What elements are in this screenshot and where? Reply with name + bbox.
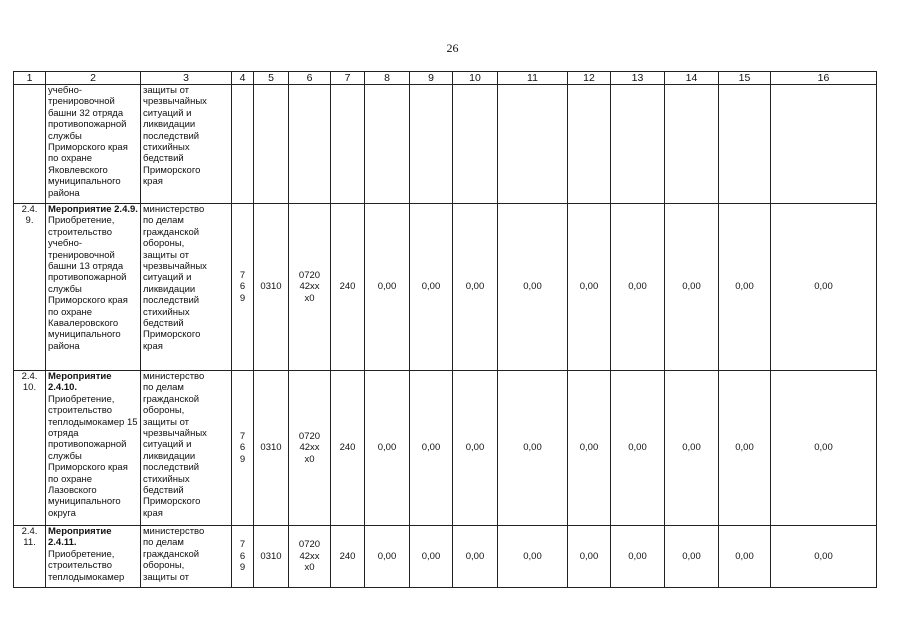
amount-cell: 0,00	[568, 204, 611, 371]
amount-cell: 0,00	[365, 204, 410, 371]
row-number: 2.4. 9.	[14, 204, 46, 371]
column-header: 15	[719, 72, 771, 85]
table-row	[14, 85, 877, 204]
amount-cell: 0,00	[611, 204, 665, 371]
amount-cell	[611, 85, 665, 204]
amount-cell: 0,00	[453, 371, 498, 526]
column-header: 6	[289, 72, 331, 85]
column-header: 3	[141, 72, 232, 85]
amount-cell: 0,00	[719, 526, 771, 588]
code-grbs: 7 6 9	[232, 526, 254, 588]
amount-cell: 0,00	[568, 526, 611, 588]
code-vr: 240	[331, 371, 365, 526]
column-header: 16	[771, 72, 877, 85]
agency-cell: министерство по делам гражданской обороны, защиты от чрезвычайных ситуаций и ликвидации последствий стихийных бедствий Приморского края	[141, 371, 232, 526]
amount-cell: 0,00	[498, 204, 568, 371]
code-rzpr: 0310	[254, 526, 289, 588]
amount-cell: 0,00	[665, 204, 719, 371]
code-csr	[289, 85, 331, 204]
amount-cell	[568, 85, 611, 204]
amount-cell: 0,00	[771, 204, 877, 371]
amount-cell: 0,00	[771, 371, 877, 526]
amount-cell	[771, 85, 877, 204]
amount-cell: 0,00	[365, 371, 410, 526]
amount-cell: 0,00	[719, 371, 771, 526]
code-rzpr: 0310	[254, 371, 289, 526]
column-header: 12	[568, 72, 611, 85]
code-rzpr	[254, 85, 289, 204]
amount-cell: 0,00	[410, 204, 453, 371]
event-cell	[46, 85, 141, 204]
column-header: 9	[410, 72, 453, 85]
code-csr: 0720 42хх х0	[289, 204, 331, 371]
column-header: 2	[46, 72, 141, 85]
amount-cell: 0,00	[611, 526, 665, 588]
budget-table	[13, 71, 877, 588]
event-description: Приобретение, строительство теплодымокамер 15 отряда противопожарной службы Приморского края по охране Лазовского муниципального округа	[48, 393, 138, 519]
column-header: 4	[232, 72, 254, 85]
column-header: 10	[453, 72, 498, 85]
column-header: 7	[331, 72, 365, 85]
code-csr: 0720 42хх х0	[289, 371, 331, 526]
event-title: Мероприятие 2.4.9.	[48, 204, 138, 215]
column-header: 11	[498, 72, 568, 85]
row-number: 2.4. 11.	[14, 526, 46, 588]
amount-cell	[453, 85, 498, 204]
amount-cell: 0,00	[453, 526, 498, 588]
amount-cell: 0,00	[410, 526, 453, 588]
event-cell	[46, 204, 141, 371]
event-cell	[46, 371, 141, 526]
amount-cell: 0,00	[365, 526, 410, 588]
amount-cell: 0,00	[665, 526, 719, 588]
code-grbs	[232, 85, 254, 204]
amount-cell	[410, 85, 453, 204]
event-cell	[46, 526, 141, 588]
page-number: 26	[446, 41, 459, 55]
column-header: 13	[611, 72, 665, 85]
event-title: Мероприятие 2.4.11.	[48, 526, 112, 549]
row-number	[14, 85, 46, 204]
amount-cell	[719, 85, 771, 204]
code-grbs: 7 6 9	[232, 371, 254, 526]
amount-cell: 0,00	[410, 371, 453, 526]
amount-cell: 0,00	[719, 204, 771, 371]
event-description: Приобретение, строительство учебно- тренировочной башни 13 отряда противопожарной службы Приморского края по охране Кавалеровского муниципального района	[48, 215, 128, 352]
amount-cell	[665, 85, 719, 204]
amount-cell	[365, 85, 410, 204]
code-grbs: 7 6 9	[232, 204, 254, 371]
code-vr: 240	[331, 526, 365, 588]
amount-cell: 0,00	[498, 371, 568, 526]
amount-cell: 0,00	[453, 204, 498, 371]
event-description: Приобретение, строительство теплодымокамер	[48, 548, 125, 583]
column-header: 1	[14, 72, 46, 85]
column-header: 8	[365, 72, 410, 85]
table-row	[14, 371, 877, 526]
amount-cell: 0,00	[771, 526, 877, 588]
event-title: Мероприятие 2.4.10.	[48, 371, 112, 394]
table-row	[14, 526, 877, 588]
amount-cell	[498, 85, 568, 204]
amount-cell: 0,00	[611, 371, 665, 526]
code-csr: 0720 42хх х0	[289, 526, 331, 588]
amount-cell: 0,00	[498, 526, 568, 588]
amount-cell: 0,00	[665, 371, 719, 526]
code-vr: 240	[331, 204, 365, 371]
agency-cell: министерство по делам гражданской обороны, защиты от чрезвычайных ситуаций и ликвидации последствий стихийных бедствий Приморского края	[141, 204, 232, 371]
column-header: 14	[665, 72, 719, 85]
code-vr	[331, 85, 365, 204]
table-row	[14, 204, 877, 371]
agency-cell: защиты от чрезвычайных ситуаций и ликвидации последствий стихийных бедствий Приморского края	[141, 85, 232, 204]
agency-cell: министерство по делам гражданской обороны, защиты от	[141, 526, 232, 588]
header-row	[14, 72, 877, 85]
column-header: 5	[254, 72, 289, 85]
amount-cell: 0,00	[568, 371, 611, 526]
event-description: учебно- тренировочной башни 32 отряда противопожарной службы Приморского края по охране Яковлевского муниципального района	[48, 85, 128, 199]
code-rzpr: 0310	[254, 204, 289, 371]
row-number: 2.4. 10.	[14, 371, 46, 526]
